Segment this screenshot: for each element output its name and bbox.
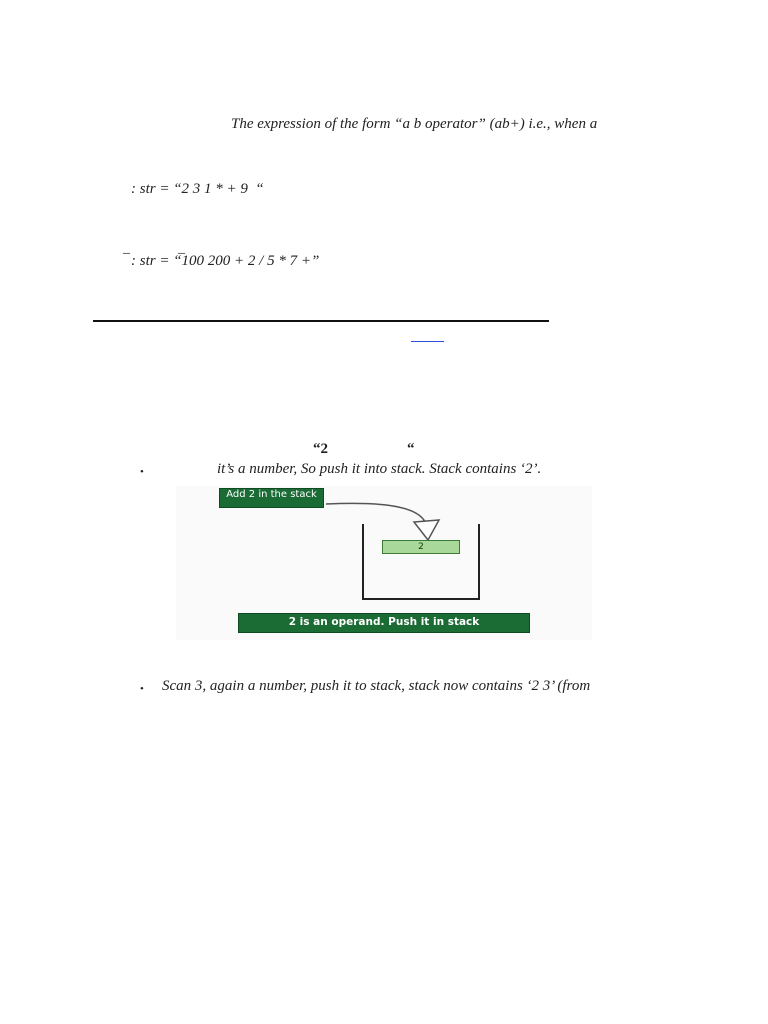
bullet-item-1: it’s a number, So push it into stack. Stack contains ‘2’. [217,461,542,477]
add-to-stack-label: Add 2 in the stack [219,488,324,508]
example-2-string: : str = “100 200 + 2 / 5 * 7 +” [131,253,320,269]
stack-element: 2 [382,540,460,554]
intro-paragraph: The expression of the form “a b operator” (ab+) i.e., when a [231,116,598,132]
dash-mark: _ [178,241,185,256]
quoted-fragment: “2 [313,441,328,457]
stack-push-figure [176,486,592,640]
hyperlink-underline[interactable] [411,341,444,342]
bullet-item-2: Scan 3, again a number, push it to stack, stack now contains ‘2 3’ (from [162,678,591,694]
bullet-icon: • [140,466,144,478]
bullet-icon: • [140,683,144,695]
stack-container [362,524,480,600]
dash-mark: _ [123,241,130,256]
horizontal-rule [93,320,549,322]
figure-caption: 2 is an operand. Push it in stack [238,613,530,633]
example-1-string: : str = “2 3 1 * + 9 “ [131,181,264,197]
quoted-fragment: “ [407,441,415,457]
